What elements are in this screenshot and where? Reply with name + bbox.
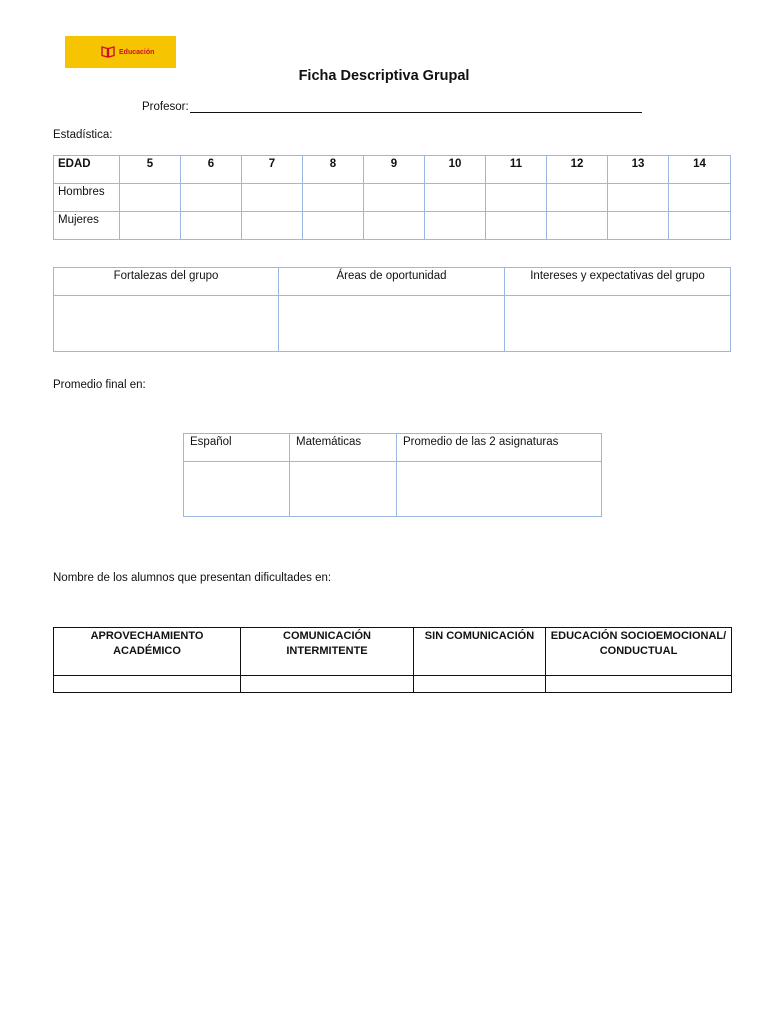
difficulties-cell[interactable] [54,676,241,693]
profesor-label: Profesor: [142,101,189,113]
group-header-intereses: Intereses y expectativas del grupo [505,268,731,296]
stats-cell[interactable] [486,212,547,240]
stats-header-age: 12 [547,156,608,184]
stats-header-age: 10 [425,156,486,184]
stats-header-age: 7 [242,156,303,184]
estadistica-label: Estadística: [53,129,113,141]
average-cell[interactable] [184,462,290,517]
stats-row-mujeres [54,212,731,240]
group-body-row [54,296,731,352]
average-table [183,433,602,517]
stats-row-label: Mujeres [54,212,120,240]
stats-header-age: 5 [120,156,181,184]
difficulties-table [53,627,732,693]
stats-header-age: 14 [669,156,731,184]
stats-cell[interactable] [547,184,608,212]
stats-cell[interactable] [364,184,425,212]
stats-cell[interactable] [669,184,731,212]
stats-cell[interactable] [669,212,731,240]
difficulties-header-socioemocional: EDUCACIÓN SOCIOEMOCIONAL/ CONDUCTUAL [546,628,732,676]
average-cell[interactable] [397,462,602,517]
group-cell[interactable] [505,296,731,352]
difficulties-body-row [54,676,732,693]
stats-cell[interactable] [364,212,425,240]
difficulties-cell[interactable] [414,676,546,693]
stats-header-age: 6 [181,156,242,184]
average-header-promedio: Promedio de las 2 asignaturas [397,434,602,462]
stats-header-age: 9 [364,156,425,184]
stats-cell[interactable] [303,212,364,240]
stats-row-hombres [54,184,731,212]
average-header-espanol: Español [184,434,290,462]
difficulties-header-sin-comunicacion: SIN COMUNICACIÓN [414,628,546,676]
book-icon [101,46,115,58]
logo-text: Educación [119,48,155,56]
stats-cell[interactable] [425,212,486,240]
stats-cell[interactable] [120,212,181,240]
page-title: Ficha Descriptiva Grupal [298,68,470,84]
difficulties-cell[interactable] [546,676,732,693]
stats-row-label: Hombres [54,184,120,212]
group-header-fortalezas: Fortalezas del grupo [54,268,279,296]
stats-cell[interactable] [425,184,486,212]
difficulties-header-row [54,628,732,676]
stats-header-row [54,156,731,184]
stats-cell[interactable] [547,212,608,240]
group-cell[interactable] [54,296,279,352]
group-cell[interactable] [279,296,505,352]
difficulties-cell[interactable] [241,676,414,693]
stats-cell[interactable] [242,184,303,212]
stats-cell[interactable] [242,212,303,240]
stats-cell[interactable] [181,212,242,240]
stats-cell[interactable] [303,184,364,212]
group-table [53,267,731,352]
stats-cell[interactable] [608,212,669,240]
profesor-field[interactable] [190,112,642,113]
average-body-row [184,462,602,517]
promedio-label: Promedio final en: [53,379,146,391]
stats-header-age: 13 [608,156,669,184]
stats-table [53,155,731,240]
stats-header-age: 11 [486,156,547,184]
stats-header-age: 8 [303,156,364,184]
dificultades-label: Nombre de los alumnos que presentan dificultades en: [53,572,332,584]
average-cell[interactable] [290,462,397,517]
group-header-areas: Áreas de oportunidad [279,268,505,296]
group-header-row [54,268,731,296]
stats-header-edad: EDAD [54,156,120,184]
stats-cell[interactable] [608,184,669,212]
logo [65,36,176,68]
average-header-row [184,434,602,462]
difficulties-header-aprovechamiento: APROVECHAMIENTO ACADÉMICO [54,628,241,676]
difficulties-header-comunicacion: COMUNICACIÓN INTERMITENTE [241,628,414,676]
stats-cell[interactable] [181,184,242,212]
stats-cell[interactable] [120,184,181,212]
stats-cell[interactable] [486,184,547,212]
average-header-matematicas: Matemáticas [290,434,397,462]
